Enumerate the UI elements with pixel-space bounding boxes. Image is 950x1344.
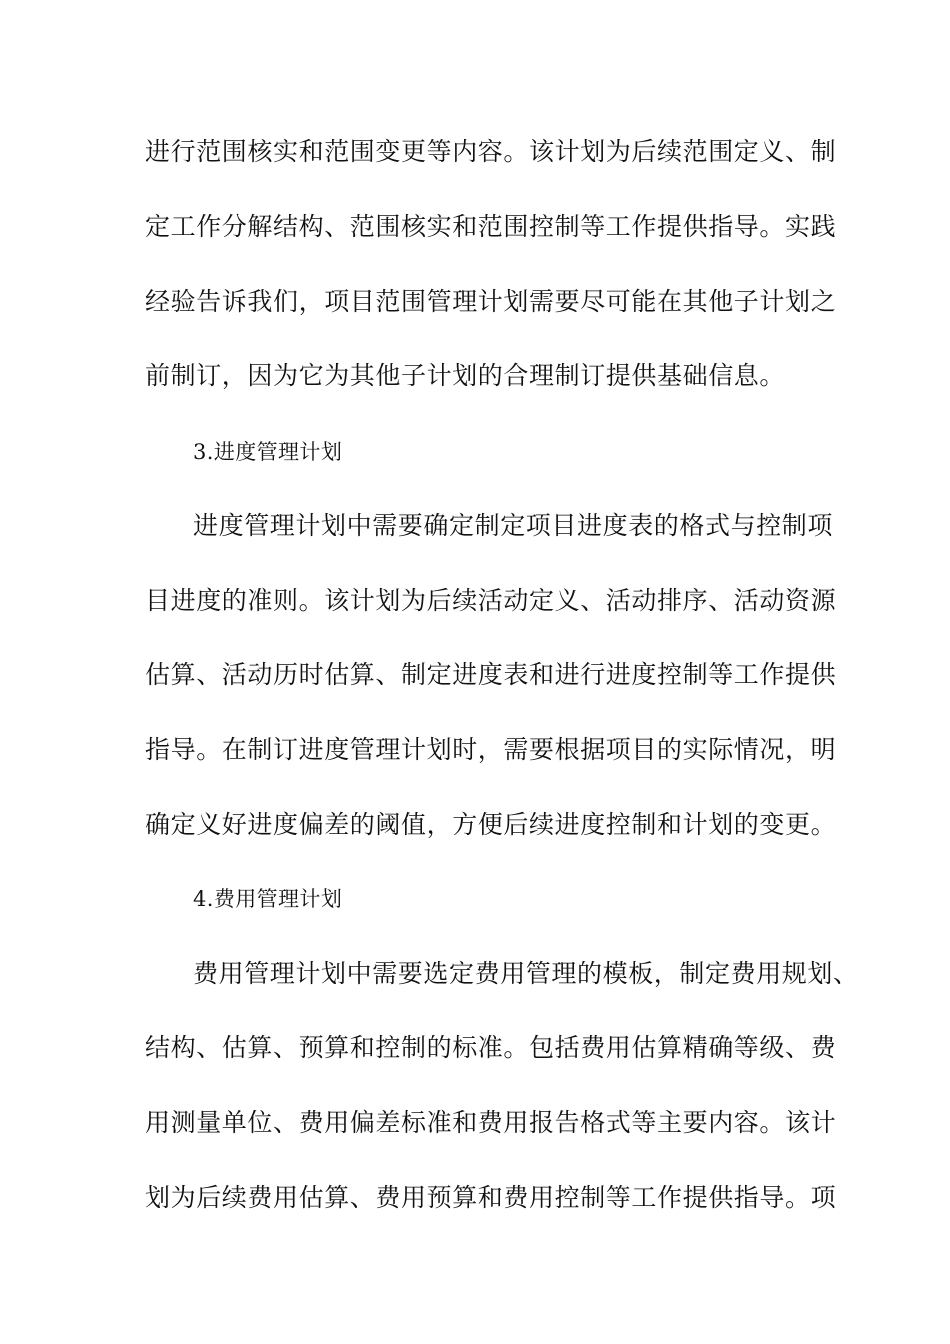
section-heading-schedule: 3.进度管理计划 [193,440,343,464]
body-text-line: 经验告诉我们，项目范围管理计划需要尽可能在其他子计划之 [145,287,837,316]
body-text-line: 估算、活动历时估算、制定进度表和进行进度控制等工作提供 [145,660,837,689]
body-text-line: 指导。在制订进度管理计划时，需要根据项目的实际情况，明 [145,735,837,764]
body-text-line: 目进度的准则。该计划为后续活动定义、活动排序、活动资源 [145,586,837,615]
body-text-line: 确定义好进度偏差的阈值，方便后续进度控制和计划的变更。 [145,810,837,839]
body-text-line: 划为后续费用估算、费用预算和费用控制等工作提供指导。项 [145,1183,837,1212]
body-text-line: 结构、估算、预算和控制的标准。包括费用估算精确等级、费 [145,1033,837,1062]
body-text-line: 前制订，因为它为其他子计划的合理制订提供基础信息。 [145,361,786,390]
paragraph-first-line: 费用管理计划中需要选定费用管理的模板，制定费用规划、 [193,959,859,988]
paragraph-first-line: 进度管理计划中需要确定制定项目进度表的格式与控制项 [193,511,834,540]
body-text-line: 定工作分解结构、范围核实和范围控制等工作提供指导。实践 [145,212,837,241]
section-heading-cost: 4.费用管理计划 [193,887,343,911]
body-text-line: 用测量单位、费用偏差标准和费用报告格式等主要内容。该计 [145,1108,837,1137]
body-text-line: 进行范围核实和范围变更等内容。该计划为后续范围定义、制 [145,137,837,166]
